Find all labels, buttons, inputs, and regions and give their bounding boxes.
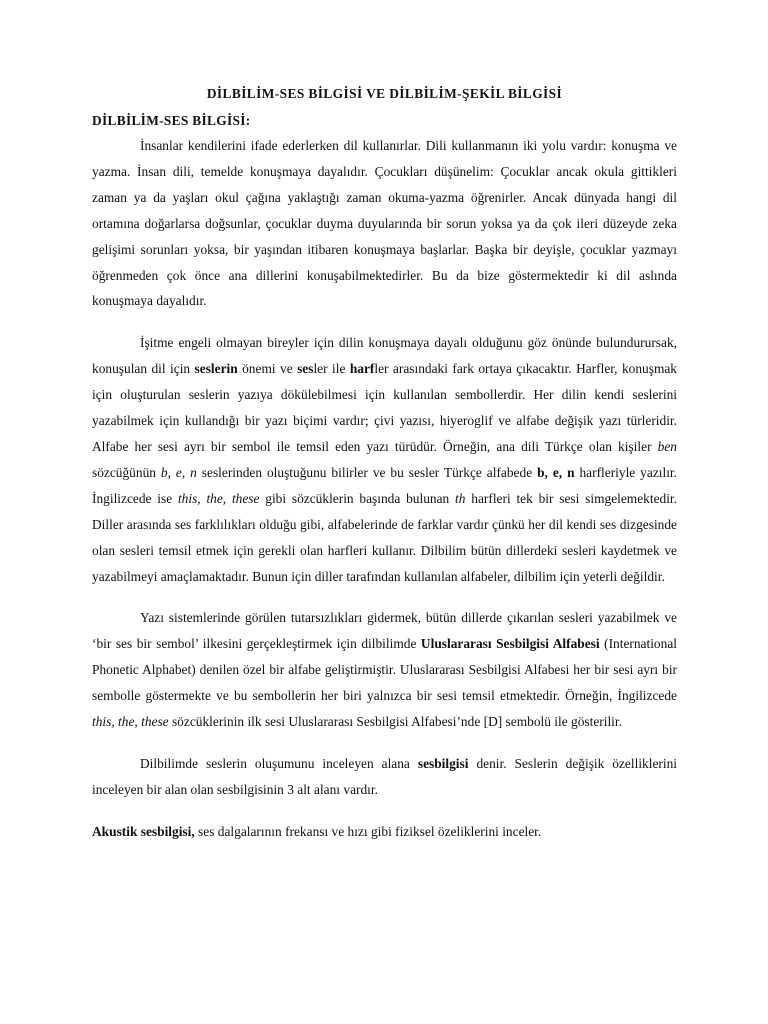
paragraph-text: denir. Seslerin değişik özelliklerini inceleyen bir alan olan sesbilgisinin 3 alt alanı vardır. [92, 755, 677, 797]
bold-term: seslerin [194, 361, 238, 377]
italic-term: this, the, these [92, 714, 169, 730]
paragraph-1 [92, 133, 677, 314]
document-body [92, 81, 677, 861]
paragraph-text: Dilbilimde seslerin oluşumunu inceleyen alana [140, 755, 418, 771]
paragraph-text: harfleriyle yazılır. İngilizcede ise [92, 464, 677, 506]
paragraph-text: ler arasındaki fark ortaya çıkacaktır. Harfler, konuşmak için oluşturulan seslerin yazıya dökülebilmesi için kullanılan sembollerdir. Her dilin kendi seslerini yazabilmek için kullandığı bir yazı biçimi vardır; çivi yazısı, hiyeroglif ve alfabe değişik yazı türleridir. Alfabe her sesi ayrı bir sembol ile temsil eden yazı türüdür. Örneğin, ana dili Türkçe olan kişiler [92, 361, 678, 454]
italic-term: ben [657, 438, 677, 454]
bold-term: b, e, n [537, 464, 575, 480]
paragraph-text: harfleri tek bir sesi simgelemektedir. Diller arasında ses farklılıkları olduğu gibi, alfabelerinde de farklar vardır çünkü her dil kendi ses dizgesinde olan sesleri temsil etmek için gerekli olan harfleri kullanır. Dilbilim bütün dillerdeki sesleri kaydetmek ve yazabilmeyi amaçlamaktadır. Bunun için diller tarafından kullanılan alfabeler, dilbilim için yeterli değildir. [92, 490, 678, 584]
paragraph-3 [92, 605, 677, 735]
section-heading: DİLBİLİM-SES BİLGİSİ: [92, 113, 251, 128]
paragraph-text: seslerinden oluştuğunu bilirler ve bu sesler Türkçe alfabede [196, 464, 538, 480]
document-title: DİLBİLİM-SES BİLGİSİ VE DİLBİLİM-ŞEKİL BİLGİSİ [206, 86, 563, 101]
paragraph-5 [92, 819, 677, 845]
bold-term: Uluslararası Sesbilgisi Alfabesi [420, 636, 600, 652]
paragraph-text: önemi ve [237, 361, 298, 377]
italic-term: b, e, n [160, 464, 197, 480]
paragraph-text: ler ile [313, 361, 350, 377]
paragraph-text: Yazı sistemlerinde görülen tutarsızlıkları gidermek, bütün dillerde çıkarılan sesleri yazabilmek ve ‘bir ses bir sembol’ ilkesini gerçekleştirmek için dilbilimde [92, 610, 677, 652]
paragraph-text: ses dalgalarının frekansı ve hızı gibi fiziksel özeliklerini inceler. [194, 823, 542, 839]
bold-term: ses [297, 361, 314, 377]
paragraph-text: sözcüklerinin ilk sesi Uluslararası Sesbilgisi Alfabesi’nde [D] sembolü ile gösterilir. [168, 714, 622, 730]
bold-term: Akustik sesbilgisi, [92, 823, 195, 839]
italic-term: this, the, these [177, 490, 260, 506]
paragraph-2 [92, 330, 677, 589]
bold-term: harf [349, 361, 375, 377]
paragraph-text: İnsanlar kendilerini ifade ederlerken dil kullanırlar. Dili kullanmanın iki yolu vardır: konuşma ve yazma. İnsan dili, temelde konuşmaya dayalıdır. Çocukları düşünelim: Çocuklar ancak okula gittikleri zaman ya da yaşları okul çağına yaklaştığı zaman okuma-yazma öğrenirler. Ancak dünyada hangi dil ortamına doğarlarsa doğsunlar, çocuklar duyma duyularında bir sorun yoksa ya da çok ileri düzeyde zeka gelişimi sorunları yoksa, bir yaşından itibaren konuşmaya başlarlar. Başka bir deyişle, çocuklar yazmayı öğrenmeden çok önce ana dillerini konuşabilmektedirler. Bu da bize göstermektedir ki dil aslında konuşmaya dayalıdır. [92, 138, 677, 309]
paragraph-text: gibi sözcüklerin başında bulunan [259, 490, 456, 506]
paragraph-text: (International Phonetic Alphabet) denilen özel bir alfabe geliştirmiştir. Uluslararası Sesbilgisi Alfabesi her bir sesi ayrı bir sembolle göstermekte ve bu sembollerin her biri yalnızca bir sesi temsil etmektedir. Örneğin, İngilizcede [92, 636, 677, 704]
paragraph-text: sözcüğünün [92, 464, 161, 480]
paragraph-4 [92, 751, 677, 803]
paragraph-text: İşitme engeli olmayan bireyler için dilin konuşmaya dayalı olduğunu göz önünde bulundurursak, konuşulan dil için [92, 335, 677, 377]
italic-term: th [455, 490, 466, 506]
bold-term: sesbilgisi [417, 755, 469, 771]
